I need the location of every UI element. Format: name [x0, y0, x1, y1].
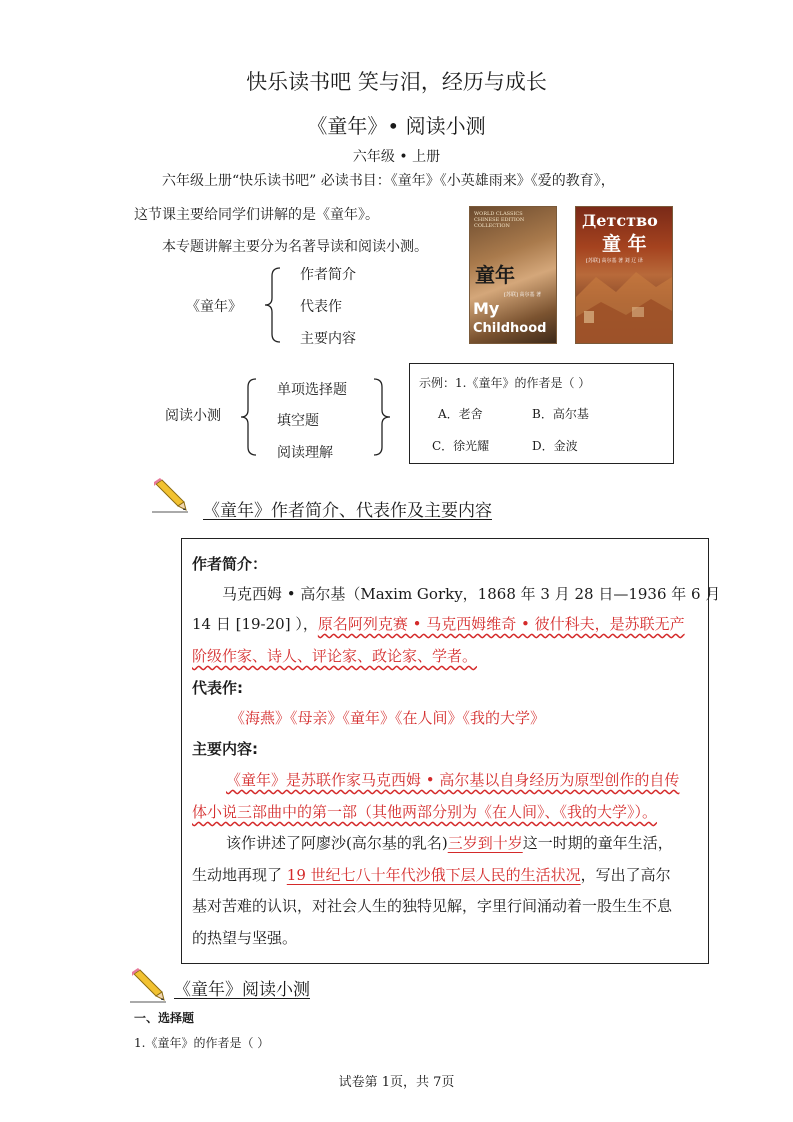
book-title-ru: Детство [582, 211, 658, 230]
content-text: 这一时期的童年生活， [522, 834, 673, 852]
quiz-question-1: 1.《童年》的作者是（ ） [134, 1036, 270, 1050]
author-identity: 阶级作家、诗人、评论家、政论家、学者。 [192, 647, 478, 665]
author-label: 作者简介： [192, 555, 268, 573]
author-original-name: 原名阿列克赛 • 马克西姆维奇 • 彼什科夫，是苏联无产 [317, 615, 685, 633]
tree2-item-reading: 阅读理解 [277, 445, 333, 461]
tree1-item-works: 代表作 [300, 299, 342, 315]
example-option-b: B．高尔基 [532, 407, 589, 421]
grade-label: 六年级 • 上册 [352, 149, 441, 165]
book-cover-my-childhood [469, 206, 557, 344]
tree2-item-fill: 填空题 [277, 413, 319, 429]
author-dates-tail: 14 日 [19-20] ）， [192, 615, 318, 633]
content-line-4 [192, 864, 671, 885]
section2-heading: 《童年》阅读小测 [174, 980, 310, 1000]
intro-line-1: 六年级上册“快乐读书吧” 必读书目：《童年》《小英雄雨来》《爱的教育》， [162, 173, 615, 189]
example-option-a: A．老舍 [438, 407, 483, 421]
intro-line-3: 本专题讲解主要分为名著导读和阅读小测。 [162, 239, 428, 255]
tree1-item-content: 主要内容 [300, 331, 356, 347]
content-text: ，写出了高尔 [580, 866, 671, 884]
left-brace-icon [238, 377, 258, 457]
content-text: 生动地再现了 [192, 866, 287, 884]
content-label: 主要内容: [192, 740, 258, 758]
content-line-2: 体小说三部曲中的第一部（其他两部分别为《在人间》、《我的大学》）。 [192, 803, 658, 821]
example-question: 示例：1.《童年》的作者是（ ） [419, 376, 591, 390]
book-author-meta: [苏联] 高尔基 著 刘 辽 译 [586, 258, 643, 264]
example-question-box [409, 363, 674, 464]
works-list: 《海燕》《母亲》《童年》《在人间》《我的大学》 [230, 709, 546, 727]
book-title-cn: 童年 [475, 263, 515, 287]
content-era: 19 世纪七八十年代沙俄下层人民的生活状况 [286, 866, 581, 884]
content-line-6: 的热望与坚强。 [192, 929, 298, 947]
book-author-meta: [苏联] 高尔基 著 [504, 292, 542, 298]
section1-heading: 《童年》作者简介、代表作及主要内容 [203, 501, 492, 521]
content-text: 该作讲述了阿廖沙(高尔基的乳名) [226, 834, 448, 852]
author-line-2 [192, 613, 685, 634]
tree1-root: 《童年》 [186, 299, 242, 315]
pencil-icon [130, 968, 168, 1008]
tree2-root: 阅读小测 [165, 408, 221, 424]
content-age-range: 三岁到十岁 [447, 834, 523, 852]
works-label: 代表作: [192, 679, 243, 697]
left-brace-icon [262, 266, 282, 344]
page-footer: 试卷第 1页，共 7页 [338, 1075, 455, 1090]
content-line-3 [226, 832, 673, 853]
right-brace-icon [372, 377, 394, 457]
author-info-box [181, 538, 721, 964]
intro-line-2: 这节课主要给同学们讲解的是《童年》。 [134, 207, 379, 223]
example-option-c: C．徐光耀 [432, 439, 490, 453]
book-series-label: WORLD CLASSICS CHINESE EDITION COLLECTION [474, 211, 525, 229]
example-option-d: D．金波 [532, 439, 578, 453]
book-cover-detstvo [575, 206, 673, 344]
author-line-1: 马克西姆 • 高尔基（Maxim Gorky，1868 年 3 月 28 日—1936 年 6 月 [222, 585, 721, 603]
book-title-cn: 童 年 [602, 233, 647, 255]
book-title-en-1: My [473, 299, 500, 318]
tree1-item-author: 作者简介 [300, 267, 356, 283]
book-title-en-2: Childhood [473, 321, 547, 336]
document-title: 快乐读书吧 笑与泪，经历与成长 [246, 70, 547, 94]
content-line-5: 基对苦难的认识，对社会人生的独特见解，字里行间涌动着一股生生不息 [192, 897, 673, 915]
quiz-part-label: 一、选择题 [134, 1011, 195, 1025]
pencil-icon [152, 478, 190, 518]
content-line-1: 《童年》是苏联作家马克西姆 • 高尔基以自身经历为原型创作的自传 [226, 771, 680, 789]
tree2-item-choice: 单项选择题 [277, 382, 347, 398]
document-subtitle: 《童年》• 阅读小测 [307, 114, 486, 138]
